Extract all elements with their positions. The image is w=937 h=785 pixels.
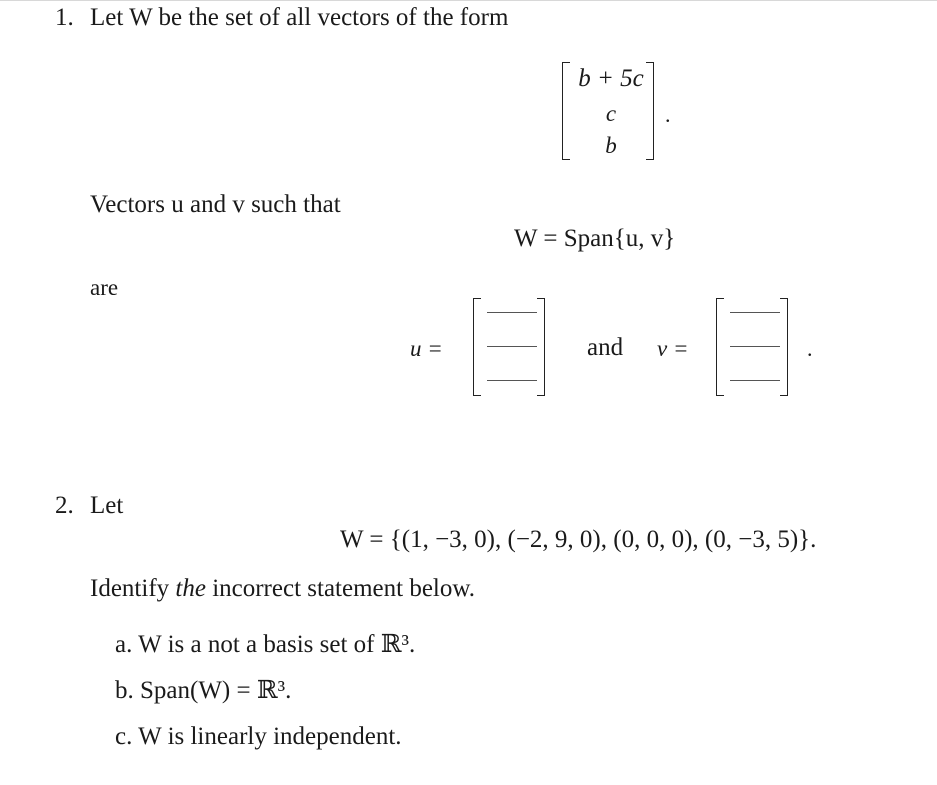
- form-vector-entry-3: b: [605, 133, 617, 158]
- v-right-bracket: [780, 298, 788, 396]
- identify-text: [90, 576, 475, 601]
- u-entry-2-input[interactable]: [487, 346, 537, 347]
- u-right-bracket: [537, 298, 545, 396]
- v-period: .: [807, 336, 813, 361]
- form-vector-period: .: [665, 102, 671, 127]
- v-entry-1-input[interactable]: [730, 312, 780, 313]
- identify-emphasis: the: [175, 575, 206, 602]
- problem-1-intro: Let W be the set of all vectors of the form: [90, 4, 509, 31]
- option-a[interactable]: [115, 632, 415, 657]
- option-c[interactable]: [115, 724, 402, 749]
- form-vector-left-bracket: [562, 62, 570, 160]
- let-text: Let: [90, 492, 124, 519]
- and-text: and: [587, 334, 624, 361]
- option-c-letter: c.: [115, 723, 133, 750]
- option-b-letter: b.: [115, 677, 134, 704]
- v-entry-2-input[interactable]: [730, 346, 780, 347]
- problem-2-number: 2.: [55, 492, 74, 519]
- option-a-text: W is a not a basis set of ℝ³.: [138, 631, 416, 658]
- identify-prefix: Identify: [90, 575, 170, 602]
- identify-suffix: incorrect statement below.: [212, 575, 476, 602]
- option-b[interactable]: [115, 678, 291, 703]
- u-entry-3-input[interactable]: [487, 380, 537, 381]
- v-entry-3-input[interactable]: [730, 380, 780, 381]
- v-label: v =: [657, 336, 689, 361]
- u-entry-1-input[interactable]: [487, 312, 537, 313]
- v-left-bracket: [716, 298, 724, 396]
- form-vector-entry-1: b + 5c: [578, 65, 644, 92]
- page-top-border: [0, 0, 937, 1]
- set-equation: W = {(1, −3, 0), (−2, 9, 0), (0, 0, 0), (0, −3, 5)}.: [340, 526, 817, 553]
- span-equation: W = Span{u, v}: [514, 225, 676, 252]
- u-label: u =: [410, 336, 443, 361]
- vectors-text: Vectors u and v such that: [90, 191, 341, 218]
- option-c-text: W is linearly independent.: [138, 723, 402, 750]
- u-left-bracket: [473, 298, 481, 396]
- form-vector-entry-2: c: [605, 101, 617, 126]
- problem-1-number: 1.: [55, 4, 74, 31]
- are-text: are: [90, 275, 119, 300]
- option-b-text: Span(W) = ℝ³.: [140, 677, 292, 704]
- option-a-letter: a.: [115, 631, 133, 658]
- form-vector-right-bracket: [646, 62, 654, 160]
